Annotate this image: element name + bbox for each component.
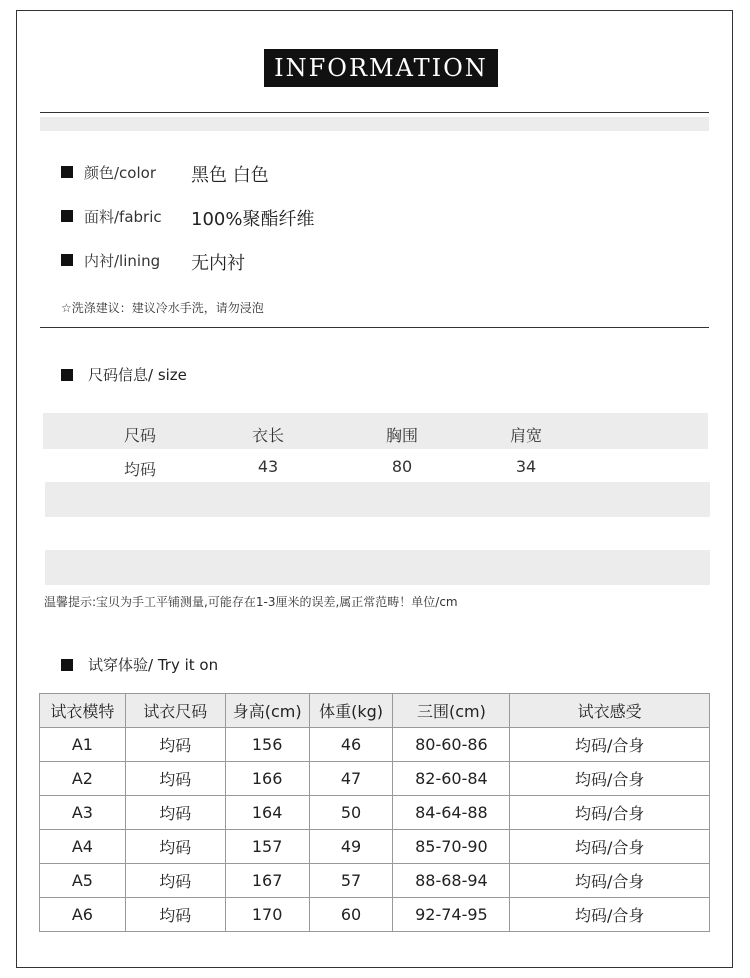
table-cell: 均码 xyxy=(125,728,225,762)
tryon-header-cell: 试衣感受 xyxy=(510,694,710,728)
table-cell: 均码/合身 xyxy=(510,762,710,796)
table-row xyxy=(40,864,710,898)
bullet-square-icon xyxy=(61,166,73,178)
size-header-cell: 肩宽 xyxy=(509,426,542,445)
table-row xyxy=(40,728,710,762)
table-cell: 均码/合身 xyxy=(510,830,710,864)
table-cell: A1 xyxy=(40,728,126,762)
table-cell: 167 xyxy=(225,864,309,898)
divider xyxy=(40,112,709,113)
table-cell: 均码 xyxy=(125,864,225,898)
table-cell: A3 xyxy=(40,796,126,830)
attr-label-color: 颜色/color xyxy=(84,164,156,182)
table-cell: A6 xyxy=(40,898,126,932)
attr-value-fabric: 100%聚酯纤维 xyxy=(191,209,315,230)
table-cell: 164 xyxy=(225,796,309,830)
size-header-cell: 胸围 xyxy=(385,426,418,445)
table-cell: A2 xyxy=(40,762,126,796)
size-header-cell: 衣长 xyxy=(251,426,284,445)
bullet-square-icon xyxy=(61,659,73,671)
size-note: 温馨提示:宝贝为手工平铺测量,可能存在1-3厘米的误差,属正常范畴！单位/cm xyxy=(44,595,458,609)
table-cell: A5 xyxy=(40,864,126,898)
table-cell: 60 xyxy=(309,898,393,932)
table-cell: 均码 xyxy=(125,898,225,932)
size-header-cell: 尺码 xyxy=(123,426,156,445)
tryon-header-cell: 试衣模特 xyxy=(40,694,126,728)
attr-value-color: 黑色 白色 xyxy=(191,165,269,186)
gray-band xyxy=(40,117,709,131)
empty-size-row xyxy=(45,482,710,517)
divider xyxy=(40,327,709,328)
tryon-header-cell: 试衣尺码 xyxy=(125,694,225,728)
table-cell: 88-68-94 xyxy=(393,864,510,898)
table-cell: 85-70-90 xyxy=(393,830,510,864)
bullet-square-icon xyxy=(61,369,73,381)
size-value-cell: 43 xyxy=(257,457,279,476)
table-cell: 均码/合身 xyxy=(510,898,710,932)
table-cell: 157 xyxy=(225,830,309,864)
table-cell: 84-64-88 xyxy=(393,796,510,830)
empty-size-row xyxy=(45,550,710,585)
table-cell: 46 xyxy=(309,728,393,762)
table-cell: 47 xyxy=(309,762,393,796)
size-section-title: 尺码信息/ size xyxy=(88,366,187,384)
table-cell: 均码/合身 xyxy=(510,796,710,830)
table-row xyxy=(40,830,710,864)
table-cell: 166 xyxy=(225,762,309,796)
table-cell: 82-60-84 xyxy=(393,762,510,796)
table-cell: 49 xyxy=(309,830,393,864)
table-cell: 50 xyxy=(309,796,393,830)
table-cell: 92-74-95 xyxy=(393,898,510,932)
table-row xyxy=(40,762,710,796)
tryon-header-cell: 三围(cm) xyxy=(393,694,510,728)
table-cell: 均码/合身 xyxy=(510,864,710,898)
size-value-cell: 80 xyxy=(391,457,413,476)
attr-value-lining: 无内衬 xyxy=(191,253,245,274)
table-cell: 170 xyxy=(225,898,309,932)
size-value-cell: 34 xyxy=(515,457,537,476)
attr-label-fabric: 面料/fabric xyxy=(84,208,162,226)
table-cell: 均码/合身 xyxy=(510,728,710,762)
table-cell: 156 xyxy=(225,728,309,762)
bullet-square-icon xyxy=(61,210,73,222)
table-cell: 均码 xyxy=(125,762,225,796)
bullet-square-icon xyxy=(61,254,73,266)
size-value-cell: 均码 xyxy=(123,460,156,479)
table-row xyxy=(40,898,710,932)
table-cell: 57 xyxy=(309,864,393,898)
table-cell: 80-60-86 xyxy=(393,728,510,762)
table-cell: A4 xyxy=(40,830,126,864)
tryon-header-row xyxy=(40,694,710,728)
tryon-table xyxy=(39,693,710,932)
attr-label-lining: 内衬/lining xyxy=(84,252,161,270)
table-row xyxy=(40,796,710,830)
table-cell: 均码 xyxy=(125,796,225,830)
tryon-section-title: 试穿体验/ Try it on xyxy=(88,656,219,674)
section-title-information: INFORMATION xyxy=(264,49,498,87)
wash-note: ☆洗涤建议：建议冷水手洗，请勿浸泡 xyxy=(61,301,264,315)
tryon-header-cell: 体重(kg) xyxy=(309,694,393,728)
tryon-header-cell: 身高(cm) xyxy=(225,694,309,728)
table-cell: 均码 xyxy=(125,830,225,864)
